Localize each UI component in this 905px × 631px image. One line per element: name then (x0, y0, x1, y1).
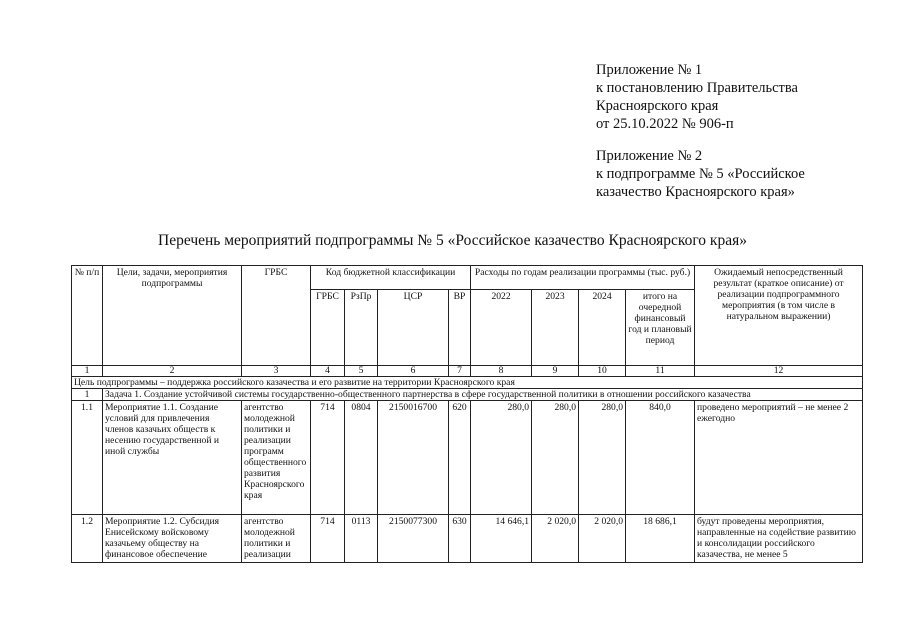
row-2022: 280,0 (471, 401, 532, 515)
appendix-1-block (596, 61, 798, 133)
row-rzpr: 0113 (345, 515, 378, 563)
row-total: 840,0 (626, 401, 695, 515)
appendix-2-line: к подпрограмме № 5 «Российское (596, 166, 805, 182)
header-grbs: ГРБС (242, 266, 311, 366)
appendix-2-block (596, 147, 805, 201)
subheader-vr: ВР (449, 290, 471, 366)
row-vr: 620 (449, 401, 471, 515)
appendix-1-line: Красноярского края (596, 98, 719, 114)
row-name: Мероприятие 1.1. Создание условий для привлечения членов казачьих обществ к несению государственной и иной службы (103, 401, 242, 515)
row-grbs: 714 (311, 515, 345, 563)
row-num: 1.2 (72, 515, 103, 563)
row-name: Мероприятие 1.2. Субсидия Енисейскому войсковому казачьему обществу на финансовое обеспечение (103, 515, 242, 563)
document-title: Перечень мероприятий подпрограммы № 5 «Российское казачество Красноярского края» (158, 232, 747, 249)
column-number: 6 (378, 366, 449, 377)
row-2022: 14 646,1 (471, 515, 532, 563)
column-number: 2 (103, 366, 242, 377)
row-2024: 280,0 (579, 401, 626, 515)
row-agency: агентство молодежной политики и реализации (242, 515, 311, 563)
column-number: 12 (695, 366, 863, 377)
row-result: проведено мероприятий – не менее 2 ежегодно (695, 401, 863, 515)
row-2023: 280,0 (532, 401, 579, 515)
header-goals: Цели, задачи, мероприятия подпрограммы (103, 266, 242, 366)
column-number: 11 (626, 366, 695, 377)
subheader-2022: 2022 (471, 290, 532, 366)
row-total: 18 686,1 (626, 515, 695, 563)
row-2023: 2 020,0 (532, 515, 579, 563)
appendix-2-line: Приложение № 2 (596, 148, 703, 164)
subheader-total: итого на очередной финансовый год и плановый период (626, 290, 695, 366)
row-rzpr: 0804 (345, 401, 378, 515)
column-number: 4 (311, 366, 345, 377)
appendix-2-line: казачество Красноярского края» (596, 184, 795, 200)
subheader-csr: ЦСР (378, 290, 449, 366)
table-row (72, 515, 863, 563)
measures-table (71, 265, 863, 563)
row-csr: 2150016700 (378, 401, 449, 515)
header-expenses: Расходы по годам реализации программы (тыс. руб.) (471, 266, 695, 290)
column-number: 3 (242, 366, 311, 377)
row-2024: 2 020,0 (579, 515, 626, 563)
header-kbk: Код бюджетной классификации (311, 266, 471, 290)
header-num: № п/п (72, 266, 103, 366)
header-result: Ожидаемый непосредственный результат (краткое описание) от реализации подпрограммного мероприятия (в том числе в натуральном выражении) (695, 266, 863, 366)
subheader-2023: 2023 (532, 290, 579, 366)
row-csr: 2150077300 (378, 515, 449, 563)
row-num: 1.1 (72, 401, 103, 515)
column-number: 1 (72, 366, 103, 377)
appendix-1-line: от 25.10.2022 № 906-п (596, 116, 734, 132)
subheader-2024: 2024 (579, 290, 626, 366)
subheader-rzpr: РзПр (345, 290, 378, 366)
column-number: 7 (449, 366, 471, 377)
row-agency: агентство молодежной политики и реализации программ общественного развития Красноярского края (242, 401, 311, 515)
row-grbs: 714 (311, 401, 345, 515)
goal-row: Цель подпрограммы – поддержка российского казачества и его развитие на территории Красноярского края (72, 377, 863, 389)
column-number: 9 (532, 366, 579, 377)
column-number: 8 (471, 366, 532, 377)
column-number: 10 (579, 366, 626, 377)
column-number: 5 (345, 366, 378, 377)
row-vr: 630 (449, 515, 471, 563)
subheader-grbs: ГРБС (311, 290, 345, 366)
appendix-1-line: Приложение № 1 (596, 62, 703, 78)
table-row (72, 401, 863, 515)
appendix-1-line: к постановлению Правительства (596, 80, 798, 96)
task-row: Задача 1. Создание устойчивой системы государственно-общественного партнерства в сфере государственной политики в отношении российского казачества (103, 389, 863, 401)
row-result: будут проведены мероприятия, направленные на содействие развитию и консолидации российского казачества, не менее 5 (695, 515, 863, 563)
task-number: 1 (72, 389, 103, 401)
